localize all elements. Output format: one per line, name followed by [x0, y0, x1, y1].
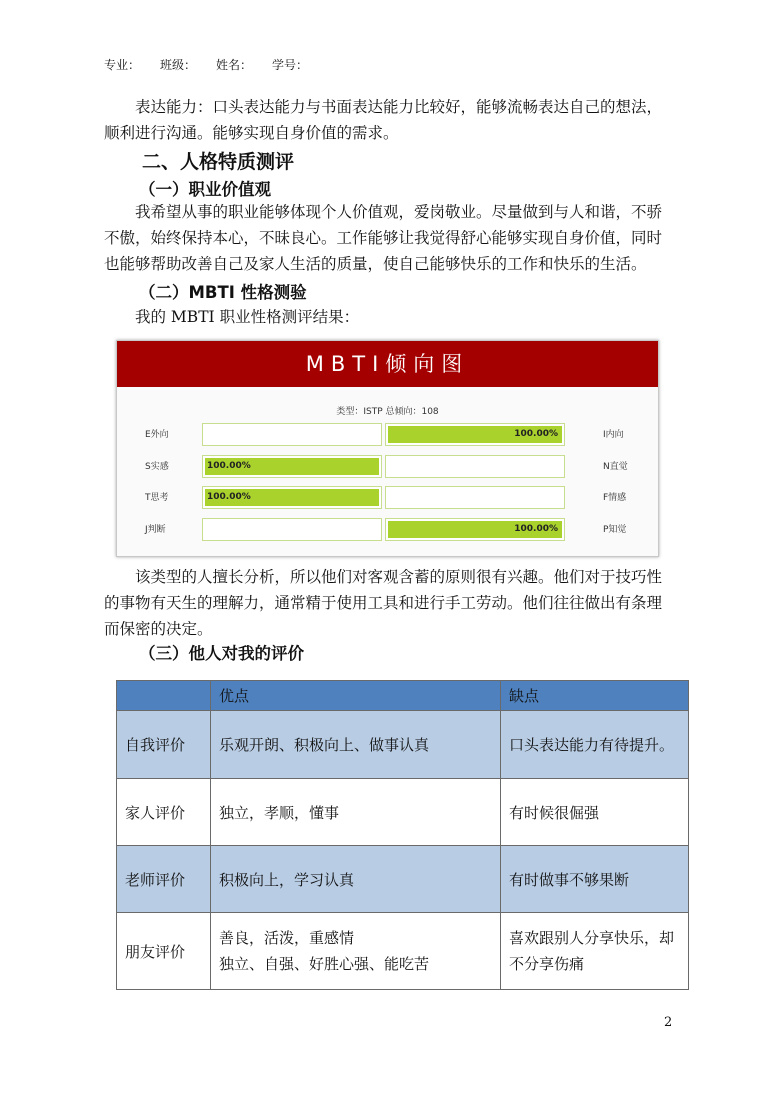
table-row — [117, 846, 689, 913]
table-cell-pros — [211, 913, 501, 990]
mbti-row-ei — [117, 423, 658, 445]
subsection-title-values: （一）职业价值观 — [139, 180, 271, 199]
paragraph-type-analysis: 该类型的人擅长分析，所以他们对客观含蓄的原则很有兴趣。他们对于技巧性的事物有天生的理解力，通常精于使用工具和进行手工劳动。他们往往做出有条理而保密的决定。 — [104, 568, 663, 638]
mbti-row-jp — [117, 518, 658, 540]
header-name: 姓名： — [216, 58, 253, 72]
table-cell-pros: 乐观开朗、积极向上、做事认真 — [211, 711, 501, 779]
mbti-right-label: I内向 — [603, 430, 624, 440]
table-cell-who: 老师评价 — [117, 846, 211, 913]
table-cell-who: 自我评价 — [117, 711, 211, 779]
pros-line: 善良，活泼，重感情 — [219, 929, 355, 947]
mbti-left-bar — [202, 518, 382, 541]
subsection-title-mbti: （二）MBTI 性格测验 — [139, 283, 307, 302]
table-row — [117, 711, 689, 779]
mbti-fill: 100.00% — [388, 426, 562, 443]
table-header-cell — [117, 681, 211, 711]
table-cell-cons: 有时候很倔强 — [501, 779, 689, 846]
mbti-left-label: S实感 — [145, 462, 169, 472]
table-header-cell: 优点 — [211, 681, 501, 711]
table-cell-cons: 有时做事不够果断 — [501, 846, 689, 913]
mbti-left-bar — [202, 486, 382, 509]
table-cell-pros: 积极向上，学习认真 — [211, 846, 501, 913]
mbti-left-label: T思考 — [145, 493, 169, 503]
page-header — [104, 56, 328, 73]
table-cell-cons: 口头表达能力有待提升。 — [501, 711, 689, 779]
mbti-fill: 100.00% — [388, 521, 562, 538]
mbti-fill: 100.00% — [205, 489, 379, 506]
table-cell-who: 家人评价 — [117, 779, 211, 846]
mbti-left-bar — [202, 455, 382, 478]
mbti-intro: 我的 MBTI 职业性格测评结果： — [135, 308, 360, 326]
mbti-right-bar — [385, 423, 565, 446]
mbti-fill: 100.00% — [205, 458, 379, 475]
header-class: 班级： — [160, 58, 197, 72]
table-cell-who: 朋友评价 — [117, 913, 211, 990]
mbti-right-label: F情感 — [603, 493, 627, 503]
mbti-right-bar — [385, 486, 565, 509]
mbti-chart-body — [117, 387, 658, 556]
subsection-title-evaluation: （三）他人对我的评价 — [139, 644, 304, 663]
table-cell-pros: 独立，孝顺，懂事 — [211, 779, 501, 846]
mbti-type-line: 类型：ISTP 总倾向：108 — [336, 407, 439, 417]
table-row — [117, 913, 689, 990]
table-header-cell: 缺点 — [501, 681, 689, 711]
mbti-right-bar — [385, 455, 565, 478]
header-student-id: 学号： — [272, 58, 309, 72]
mbti-right-label: P知觉 — [603, 525, 627, 535]
paragraph-values: 我希望从事的职业能够体现个人价值观，爱岗敬业。尽量做到与人和谐，不骄不傲，始终保持本心，不昧良心。工作能够让我觉得舒心能够实现自身价值，同时也能够帮助改善自己及家人生活的质量，使自己能够快乐的工作和快乐的生活。 — [104, 203, 663, 273]
header-major: 专业： — [104, 58, 141, 72]
mbti-chart-title: MBTI倾向图 — [117, 341, 658, 387]
mbti-right-bar — [385, 518, 565, 541]
evaluation-table — [116, 680, 689, 990]
mbti-row-tf — [117, 486, 658, 508]
table-cell-cons: 喜欢跟别人分享快乐，却不分享伤痛 — [501, 913, 689, 990]
pros-line: 独立、自强、好胜心强、能吃苦 — [219, 955, 430, 973]
mbti-left-label: E外向 — [145, 430, 169, 440]
section-title-personality: 二、人格特质测评 — [142, 151, 295, 173]
mbti-right-label: N直觉 — [603, 462, 628, 472]
mbti-row-sn — [117, 455, 658, 477]
paragraph-expression: 表达能力：口头表达能力与书面表达能力比较好，能够流畅表达自己的想法，顺利进行沟通。能够实现自身价值的需求。 — [104, 98, 663, 142]
mbti-chart — [116, 340, 659, 557]
table-row — [117, 779, 689, 846]
table-header-row — [117, 681, 689, 711]
page-number: 2 — [664, 1015, 673, 1030]
mbti-left-bar — [202, 423, 382, 446]
mbti-left-label: J判断 — [145, 525, 166, 535]
